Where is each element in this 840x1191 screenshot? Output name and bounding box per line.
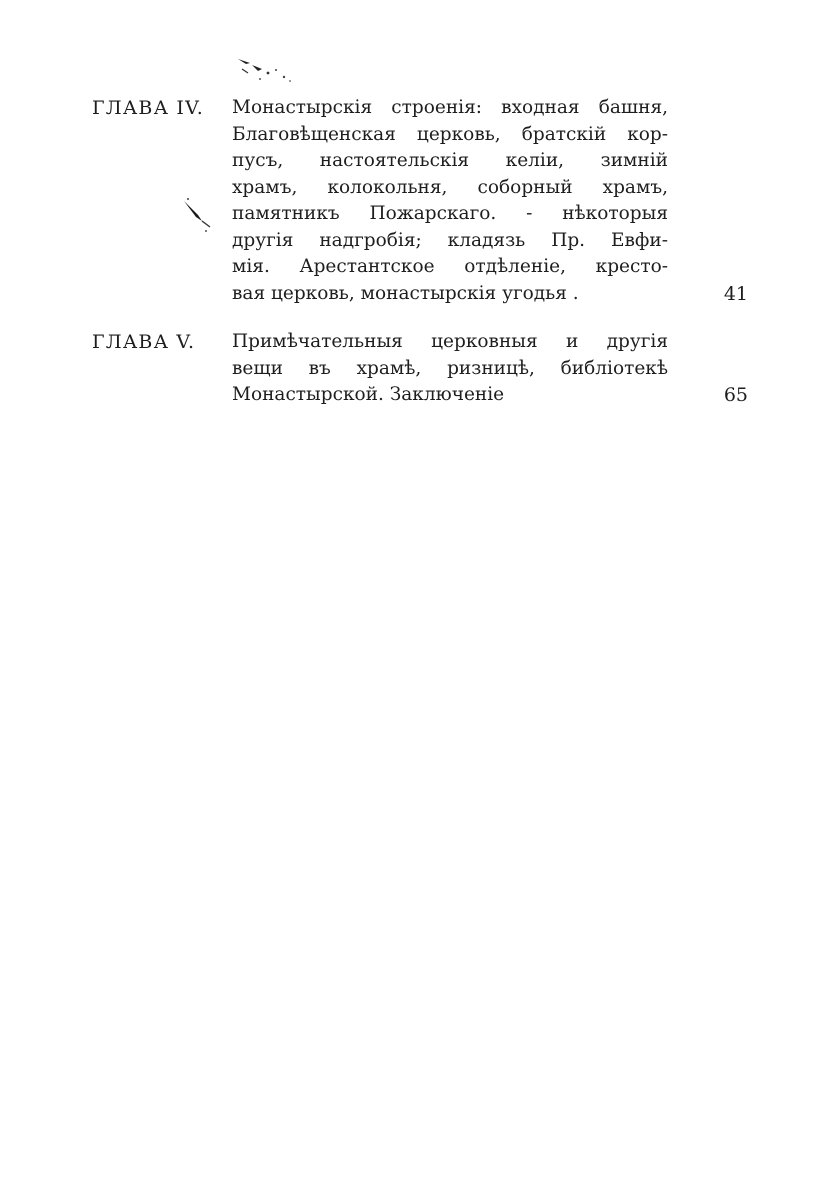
description-line: Монастырскія строенія: входная башня,: [232, 97, 668, 118]
ink-smudge-top: [232, 55, 302, 85]
chapter-description: [232, 95, 668, 307]
description-line: вещи въ храмѣ, ризницѣ, библіотекѣ: [232, 357, 668, 379]
description-line: Монастырской. Заключеніе: [232, 384, 505, 405]
chapter-label: ГЛАВА V.: [92, 331, 196, 353]
chapter-label: ГЛАВА IV.: [92, 97, 204, 119]
ink-smudge-left: [180, 195, 220, 235]
description-line: памятникъ Пожарскаго. - нѣкоторыя: [232, 203, 668, 224]
description-line: храмъ, колокольня, соборный храмъ,: [232, 176, 668, 198]
description-line: пусъ, настоятельскія келіи, зимній: [232, 150, 668, 171]
chapter-description: [232, 329, 668, 409]
page-number: 65: [723, 384, 748, 406]
page-number: 41: [723, 282, 748, 305]
description-line: другія надгробія; кладязь Пр. Евфи-: [232, 229, 668, 251]
description-line: Благовѣщенская церковь, братскій кор-: [232, 123, 668, 145]
description-line: вая церковь, монастырскія угодья .: [232, 282, 579, 304]
description-line: мія. Арестантское отдѣленіе, кресто-: [232, 256, 668, 277]
description-line: Примѣчательныя церковныя и другія: [232, 331, 668, 352]
